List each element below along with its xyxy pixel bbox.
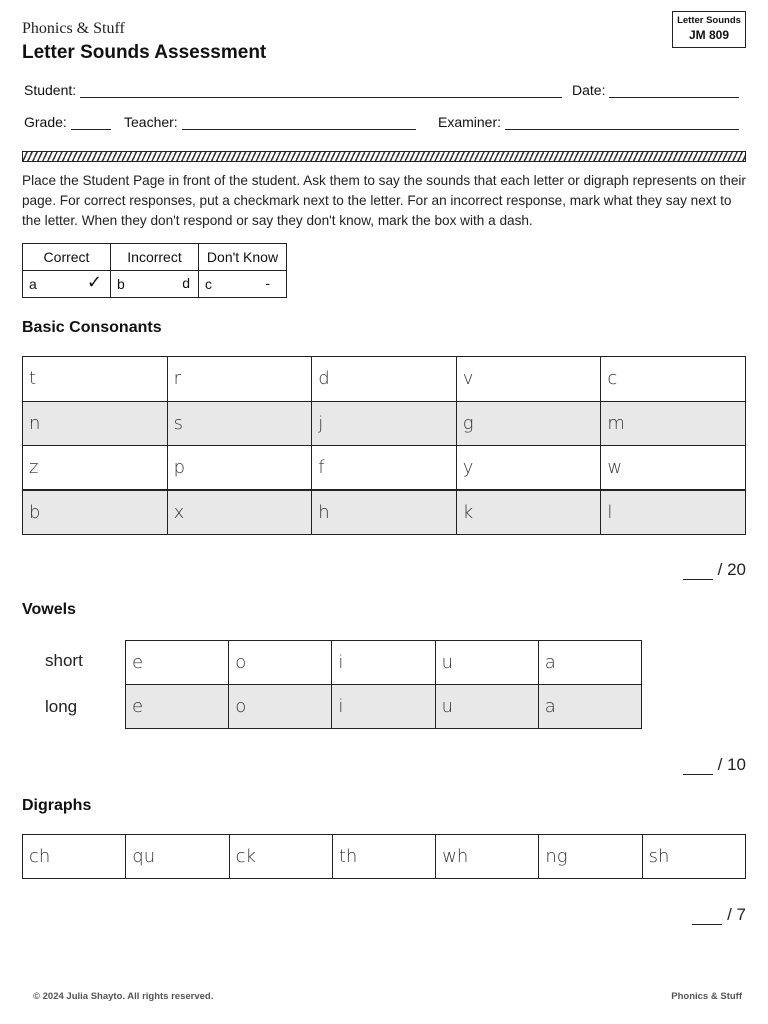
digraph-cell[interactable]: qu bbox=[126, 835, 229, 879]
digraph-cell[interactable]: ck bbox=[229, 835, 332, 879]
student-field bbox=[24, 82, 562, 98]
letter-cell[interactable]: c bbox=[601, 357, 746, 402]
code-label: Letter Sounds bbox=[677, 15, 741, 26]
section-title-basic-consonants: Basic Consonants bbox=[22, 319, 162, 336]
score-total: / 10 bbox=[717, 755, 746, 774]
letter-cell[interactable]: a bbox=[538, 641, 641, 685]
digraph-row bbox=[23, 835, 746, 879]
page-title: Letter Sounds Assessment bbox=[22, 42, 267, 63]
letter-cell[interactable]: p bbox=[167, 446, 312, 491]
legend-example-correct bbox=[23, 271, 111, 298]
consonants-score bbox=[683, 560, 746, 580]
letter-cell[interactable]: x bbox=[167, 490, 312, 535]
basic-consonants-grid bbox=[22, 356, 746, 535]
letter-cell[interactable]: b bbox=[23, 490, 168, 535]
digraph-cell[interactable]: sh bbox=[642, 835, 745, 879]
grade-field bbox=[24, 114, 111, 130]
digraph-cell[interactable]: th bbox=[332, 835, 435, 879]
letter-cell[interactable]: m bbox=[601, 401, 746, 446]
letter-cell[interactable]: r bbox=[167, 357, 312, 402]
digraphs-score bbox=[692, 905, 746, 925]
checkmark-icon: ✓ bbox=[86, 272, 102, 292]
footer-copyright: © 2024 Julia Shayto. All rights reserved. bbox=[33, 991, 214, 1002]
digraphs-grid bbox=[22, 834, 746, 879]
legend-example-incorrect bbox=[111, 271, 199, 298]
examiner-field bbox=[438, 114, 739, 130]
digraph-cell[interactable]: ch bbox=[23, 835, 126, 879]
section-title-vowels: Vowels bbox=[22, 601, 76, 618]
decorative-divider bbox=[22, 151, 746, 162]
letter-cell[interactable]: e bbox=[126, 641, 229, 685]
letter-cell[interactable]: a bbox=[538, 685, 641, 729]
letter-cell[interactable]: y bbox=[456, 446, 601, 491]
letter-cell[interactable]: d bbox=[312, 357, 457, 402]
student-label: Student: bbox=[24, 82, 77, 98]
consonant-row bbox=[23, 401, 746, 446]
teacher-field bbox=[124, 114, 416, 130]
legend-header-incorrect: Incorrect bbox=[111, 244, 199, 271]
letter-cell[interactable]: g bbox=[456, 401, 601, 446]
brand-name: Phonics & Stuff bbox=[22, 20, 125, 37]
letter-cell[interactable]: h bbox=[312, 490, 457, 535]
legend-letter: c bbox=[205, 276, 212, 292]
letter-cell[interactable]: o bbox=[229, 641, 332, 685]
consonant-row bbox=[23, 357, 746, 402]
vowel-row-long bbox=[126, 685, 642, 729]
letter-cell[interactable]: k bbox=[456, 490, 601, 535]
marking-legend bbox=[22, 243, 287, 298]
letter-cell[interactable]: w bbox=[601, 446, 746, 491]
teacher-label: Teacher: bbox=[124, 114, 178, 130]
score-blank[interactable] bbox=[692, 911, 722, 925]
letter-cell[interactable]: z bbox=[23, 446, 168, 491]
vowels-score bbox=[683, 755, 746, 775]
footer-brand: Phonics & Stuff bbox=[671, 991, 742, 1002]
score-total: / 20 bbox=[717, 560, 746, 579]
legend-mark: d bbox=[182, 275, 190, 291]
dash-mark: - bbox=[265, 275, 270, 291]
legend-header-correct: Correct bbox=[23, 244, 111, 271]
examiner-label: Examiner: bbox=[438, 114, 502, 130]
section-title-digraphs: Digraphs bbox=[22, 797, 92, 814]
consonant-row bbox=[23, 446, 746, 491]
legend-example-dont-know bbox=[199, 271, 287, 298]
letter-cell[interactable]: u bbox=[435, 685, 538, 729]
vowels-grid bbox=[125, 640, 642, 729]
consonant-row bbox=[23, 490, 746, 535]
letter-cell[interactable]: j bbox=[312, 401, 457, 446]
score-blank[interactable] bbox=[683, 566, 713, 580]
student-line[interactable] bbox=[80, 84, 562, 98]
date-field bbox=[572, 82, 739, 98]
letter-cell[interactable]: t bbox=[23, 357, 168, 402]
assessment-code: JM 809 bbox=[688, 28, 730, 42]
instructions-text: Place the Student Page in front of the student. Ask them to say the sounds that each letter or digraph represents on their page. For correct responses, put a checkmark next to the letter. For an incorrect response, mark what they say next to the letter. When they don't respond or say they don't know, mark the box with a dash. bbox=[22, 173, 746, 228]
teacher-line[interactable] bbox=[182, 116, 416, 130]
letter-cell[interactable]: s bbox=[167, 401, 312, 446]
vowel-row-label-long: long bbox=[45, 697, 78, 716]
legend-letter: b bbox=[117, 276, 125, 292]
letter-cell[interactable]: i bbox=[332, 641, 435, 685]
vowel-row-label-short: short bbox=[45, 651, 83, 670]
letter-cell[interactable]: f bbox=[312, 446, 457, 491]
letter-cell[interactable]: v bbox=[456, 357, 601, 402]
vowel-row-short bbox=[126, 641, 642, 685]
date-line[interactable] bbox=[609, 84, 739, 98]
date-label: Date: bbox=[572, 82, 606, 98]
letter-cell[interactable]: u bbox=[435, 641, 538, 685]
assessment-code-box bbox=[672, 11, 746, 48]
grade-line[interactable] bbox=[71, 116, 111, 130]
letter-cell[interactable]: o bbox=[229, 685, 332, 729]
digraph-cell[interactable]: wh bbox=[436, 835, 539, 879]
legend-header-dont-know: Don't Know bbox=[199, 244, 287, 271]
letter-cell[interactable]: e bbox=[126, 685, 229, 729]
grade-label: Grade: bbox=[24, 114, 67, 130]
letter-cell[interactable]: n bbox=[23, 401, 168, 446]
letter-cell[interactable]: l bbox=[601, 490, 746, 535]
examiner-line[interactable] bbox=[505, 116, 739, 130]
digraph-cell[interactable]: ng bbox=[539, 835, 642, 879]
score-blank[interactable] bbox=[683, 761, 713, 775]
score-total: / 7 bbox=[727, 905, 746, 924]
letter-cell[interactable]: i bbox=[332, 685, 435, 729]
legend-letter: a bbox=[29, 276, 37, 292]
